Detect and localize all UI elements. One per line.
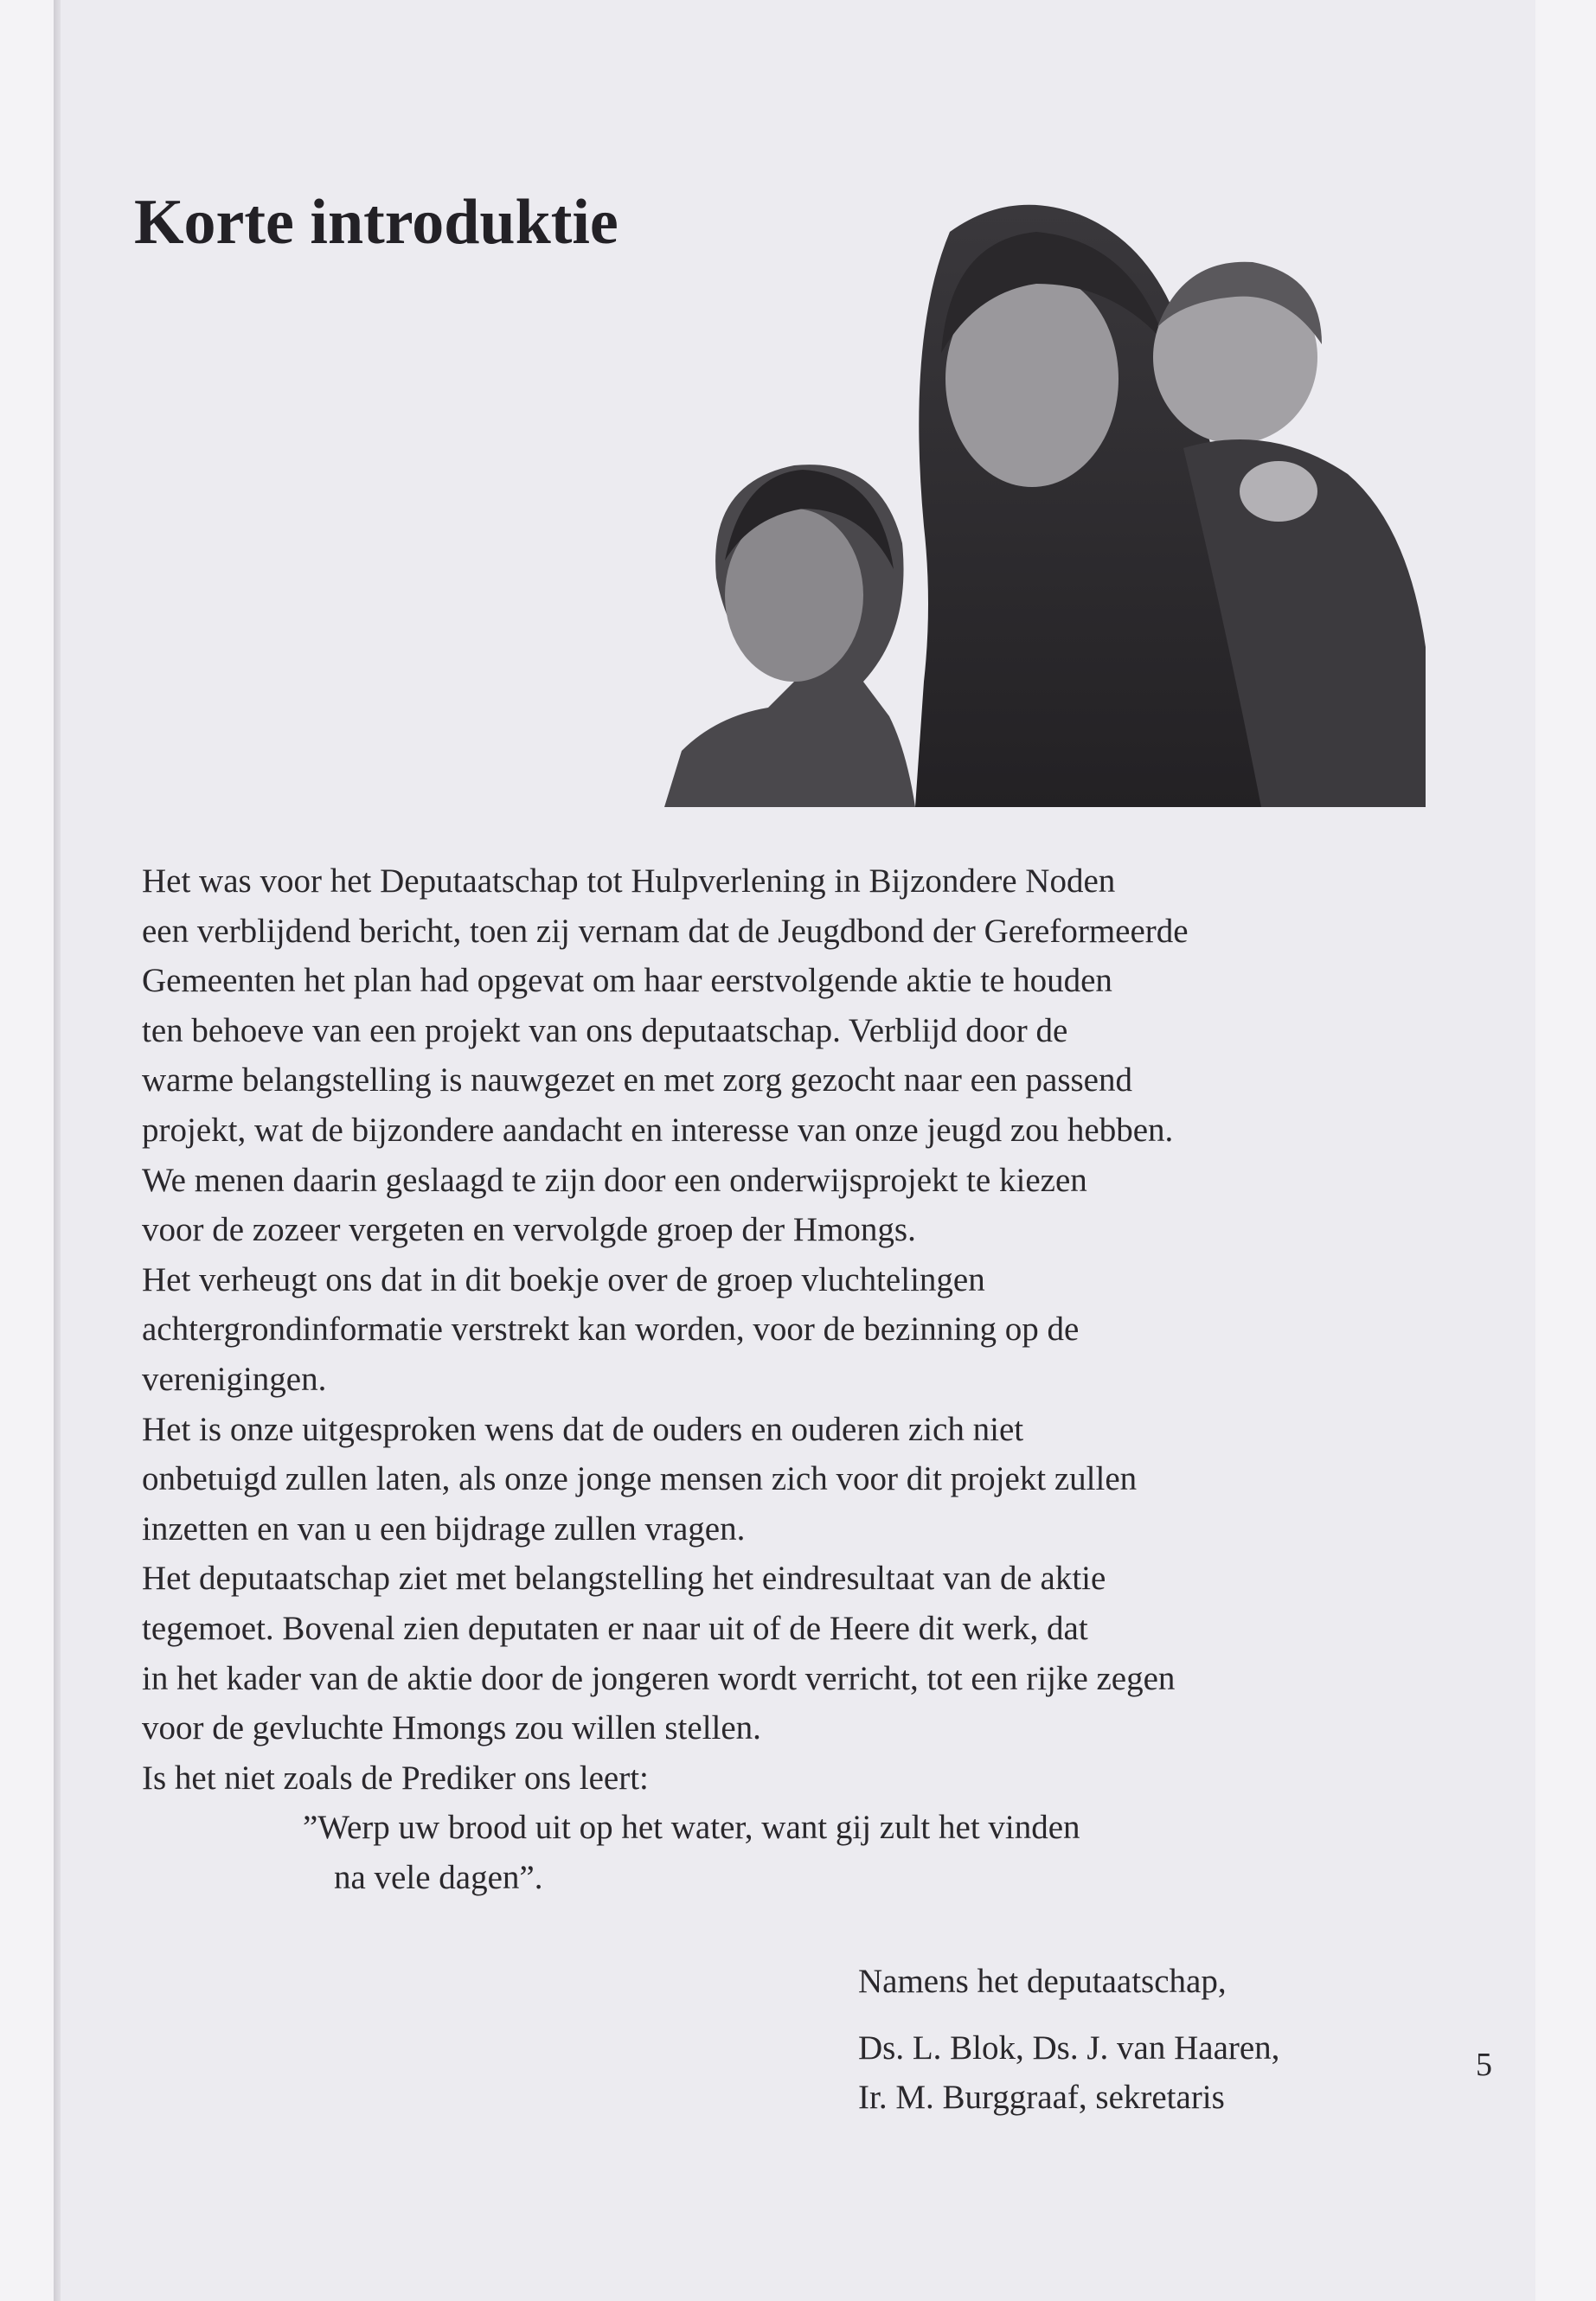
text-line: Het deputaatschap ziet met belangstelling het eindresultaat van de aktie [142,1560,1106,1598]
text-line: Gemeenten het plan had opgevat om haar eerstvolgende aktie te houden [142,962,1112,1000]
signature-names: Ir. M. Burggraaf, sekretaris [858,2079,1225,2116]
text-line: voor de zozeer vergeten en vervolgde groep der Hmongs. [142,1211,916,1249]
text-line: in het kader van de aktie door de jongeren wordt verricht, tot een rijke zegen [142,1659,1176,1697]
text-line: Is het niet zoals de Prediker ons leert: [142,1759,649,1797]
text-line: projekt, wat de bijzondere aandacht en interesse van onze jeugd zou hebben. [142,1111,1174,1149]
text-line: tegemoet. Bovenal zien deputaten er naar uit of de Heere dit werk, dat [142,1609,1088,1647]
signature-block [858,1957,1279,2122]
signature-names: Ds. L. Blok, Ds. J. van Haaren, [858,2029,1280,2067]
page-title: Korte introduktie [134,187,619,258]
text-line: Het is onze uitgesproken wens dat de ouders en ouderen zich niet [142,1410,1024,1448]
text-line: inzetten en van u een bijdrage zullen vragen. [142,1509,746,1548]
signature-intro: Namens het deputaatschap, [858,1963,1227,2000]
page-number: 5 [1476,2047,1492,2083]
text-line: voor de gevluchte Hmongs zou willen stellen. [142,1709,761,1747]
text-line: onbetuigd zullen laten, als onze jonge mensen zich voor dit projekt zullen [142,1460,1138,1498]
intro-text [142,856,1189,1902]
quote-line: na vele dagen”. [334,1858,543,1896]
text-line: Het was voor het Deputaatschap tot Hulpverlening in Bijzondere Noden [142,862,1116,900]
text-line: achtergrondinformatie verstrekt kan worden, voor de bezinning op de [142,1311,1080,1349]
text-line: Het verheugt ons dat in dit boekje over de groep vluchtelingen [142,1260,985,1298]
photo-three-children [664,197,1433,807]
text-line: ten behoeve van een projekt van ons deputaatschap. Verblijd door de [142,1011,1068,1049]
text-line: een verblijdend bericht, toen zij vernam dat de Jeugdbond der Gereformeerde [142,912,1189,950]
quote-line: ”Werp uw brood uit op het water, want gij zult het vinden [303,1809,1080,1847]
text-line: warme belangstelling is nauwgezet en met zorg gezocht naar een passend [142,1061,1132,1099]
text-line: We menen daarin geslaagd te zijn door een onderwijsprojekt te kiezen [142,1161,1087,1199]
text-line: verenigingen. [142,1360,327,1398]
